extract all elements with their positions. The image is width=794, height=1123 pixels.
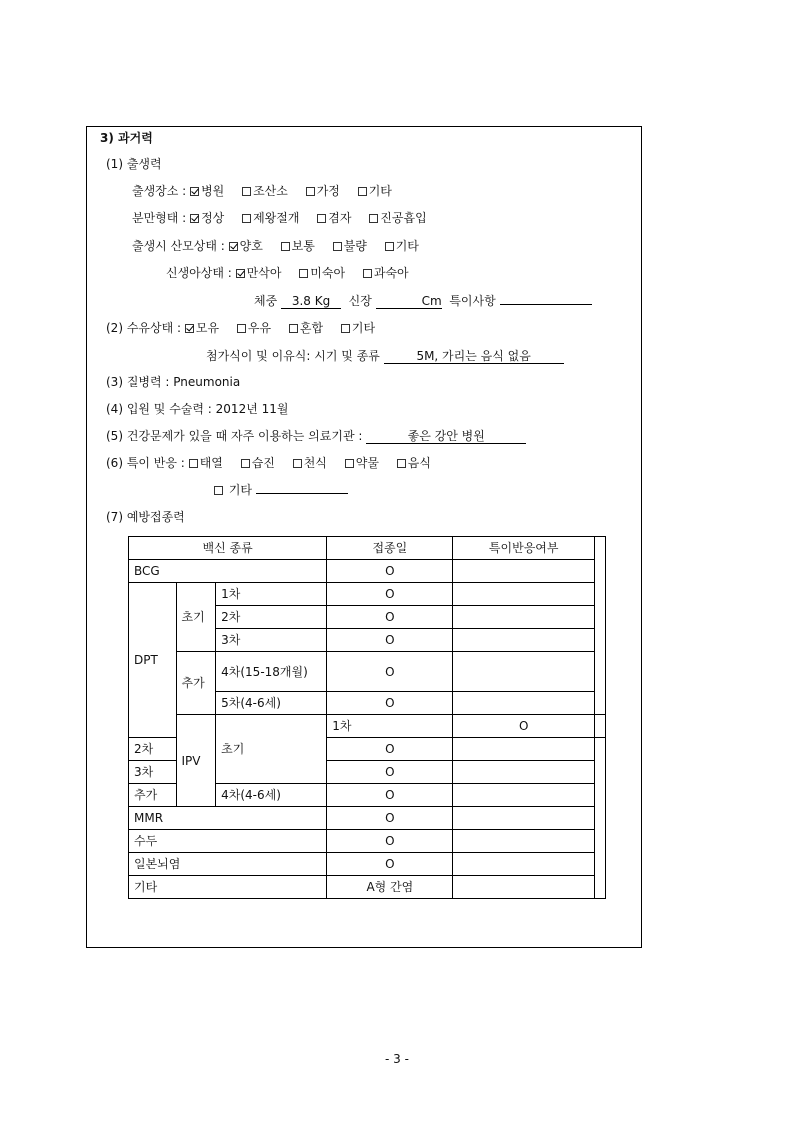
option-label: 병원 — [201, 184, 225, 198]
feeding-row — [106, 320, 389, 336]
admission-history: (4) 입원 및 수술력 : 2012년 11월 — [106, 402, 289, 416]
dose-label: 3차 — [216, 629, 327, 652]
option-label: 음식 — [407, 456, 431, 470]
checkbox[interactable] — [189, 459, 198, 468]
option-label: 천식 — [303, 456, 327, 470]
vaccine-date[interactable]: A형 간염 — [327, 876, 453, 899]
vaccine-reaction[interactable] — [453, 876, 595, 899]
table-row — [129, 853, 606, 876]
weight-value[interactable]: 3.8 Kg — [281, 294, 341, 309]
checkbox[interactable] — [241, 459, 250, 468]
vaccine-reaction[interactable] — [453, 692, 595, 715]
dose-group: 추가 — [129, 784, 177, 807]
vaccine-reaction[interactable] — [595, 715, 606, 738]
vaccine-name: 기타 — [129, 876, 327, 899]
header-reaction: 특이반응여부 — [453, 537, 595, 560]
option-label: 보통 — [291, 239, 315, 253]
checkbox[interactable] — [237, 324, 246, 333]
table-row — [129, 807, 606, 830]
vaccine-date[interactable]: O — [327, 606, 453, 629]
vaccine-date[interactable]: O — [327, 652, 453, 692]
checkbox[interactable] — [385, 242, 394, 251]
option-label: 양호 — [239, 239, 263, 253]
checkbox[interactable] — [299, 269, 308, 278]
page-number: - 3 - — [385, 1052, 409, 1066]
option-label: 기타 — [395, 239, 419, 253]
option-label: 약물 — [355, 456, 379, 470]
checkbox[interactable] — [242, 214, 251, 223]
option-label: 미숙아 — [310, 266, 346, 280]
checkbox[interactable] — [289, 324, 298, 333]
vaccine-name: DPT — [129, 583, 177, 738]
dose-label: 2차 — [216, 606, 327, 629]
vaccine-reaction[interactable] — [453, 629, 595, 652]
weaning-label: 첨가식이 및 이유식: 시기 및 종류 — [206, 349, 380, 363]
option-label: 태열 — [199, 456, 223, 470]
weaning-value[interactable]: 5M, 가리는 음식 없음 — [384, 349, 564, 364]
vaccine-date[interactable]: O — [453, 715, 595, 738]
checkbox[interactable] — [345, 459, 354, 468]
special-label: 특이사항 — [449, 294, 496, 308]
height-label: 신장 — [348, 294, 372, 308]
birth-heading: (1) 출생력 — [106, 157, 162, 171]
option-label: 가정 — [316, 184, 340, 198]
option-label: 과숙아 — [373, 266, 409, 280]
dose-group: 추가 — [176, 652, 216, 715]
reactions-other-value[interactable] — [256, 493, 348, 494]
dose-label: 1차 — [327, 715, 453, 738]
checkbox[interactable] — [341, 324, 350, 333]
vaccine-date[interactable]: O — [327, 853, 453, 876]
option-label: 제왕절개 — [253, 211, 300, 225]
checkbox[interactable] — [190, 187, 199, 196]
dose-label: 1차 — [216, 583, 327, 606]
dose-label: 5차(4-6세) — [216, 692, 327, 715]
option-label: 기타 — [351, 321, 376, 335]
dose-label: 2차 — [129, 738, 177, 761]
vaccine-reaction[interactable] — [453, 738, 595, 761]
vaccine-name: MMR — [129, 807, 327, 830]
vaccine-reaction[interactable] — [453, 583, 595, 606]
vaccine-reaction[interactable] — [453, 761, 595, 784]
option-label: 기타 — [368, 184, 392, 198]
disease-history: (3) 질병력 : Pneumonia — [106, 375, 241, 389]
reactions-other-label: 기타 — [228, 483, 253, 497]
checkbox[interactable] — [236, 269, 245, 278]
vaccine-date[interactable]: O — [327, 629, 453, 652]
table-row — [129, 830, 606, 853]
newborn-label: 신생아상태 : — [166, 266, 232, 280]
checkbox[interactable] — [281, 242, 290, 251]
checkbox[interactable] — [317, 214, 326, 223]
measurements-row — [254, 293, 592, 309]
vaccine-date[interactable]: O — [327, 692, 453, 715]
checkbox[interactable] — [397, 459, 406, 468]
birth-place-label: 출생장소 : — [132, 184, 187, 198]
vaccine-reaction[interactable] — [453, 830, 595, 853]
delivery-label: 분만형태 : — [132, 211, 187, 225]
dose-label: 3차 — [129, 761, 177, 784]
option-label: 불량 — [343, 239, 367, 253]
vaccine-date[interactable]: O — [327, 560, 453, 583]
institution-label: (5) 건강문제가 있을 때 자주 이용하는 의료기관 : — [106, 429, 363, 443]
table-header-row — [129, 537, 606, 560]
vaccine-date[interactable]: O — [327, 784, 453, 807]
reactions-row — [106, 455, 445, 471]
vaccine-reaction[interactable] — [453, 784, 595, 807]
vaccine-name: BCG — [129, 560, 327, 583]
option-label: 조산소 — [253, 184, 288, 198]
vaccine-date[interactable]: O — [327, 807, 453, 830]
height-value[interactable]: Cm — [376, 294, 442, 309]
dose-label: 4차(15-18개월) — [216, 652, 327, 692]
option-label: 겸자 — [328, 211, 352, 225]
weaning-row — [206, 348, 564, 364]
vaccine-reaction[interactable] — [453, 853, 595, 876]
header-vaccine: 백신 종류 — [129, 537, 327, 560]
option-label: 만삭아 — [246, 266, 282, 280]
checkbox[interactable] — [214, 486, 223, 495]
dose-group: 초기 — [176, 583, 216, 652]
reactions-label: (6) 특이 반응 : — [106, 456, 185, 470]
table-row — [129, 652, 606, 692]
reactions-other-row — [214, 482, 348, 498]
option-label: 정상 — [201, 211, 225, 225]
table-row — [129, 583, 606, 606]
checkbox[interactable] — [306, 187, 315, 196]
vaccine-date[interactable]: O — [327, 583, 453, 606]
special-value[interactable] — [500, 304, 592, 305]
vaccine-reaction[interactable] — [453, 606, 595, 629]
feeding-label: (2) 수유상태 : — [106, 321, 182, 335]
option-label: 우유 — [247, 321, 272, 335]
table-row — [129, 876, 606, 899]
maternal-label: 출생시 산모상태 : — [132, 239, 225, 253]
checkbox[interactable] — [190, 214, 199, 223]
delivery-row — [132, 210, 441, 226]
section-title: 3) 과거력 — [100, 131, 153, 145]
option-label: 혼합 — [299, 321, 324, 335]
checkbox[interactable] — [358, 187, 367, 196]
checkbox[interactable] — [185, 324, 194, 333]
vaccine-reaction[interactable] — [453, 560, 595, 583]
checkbox[interactable] — [293, 459, 302, 468]
table-row — [129, 560, 606, 583]
dose-label: 4차(4-6세) — [216, 784, 327, 807]
vaccination-heading: (7) 예방접종력 — [106, 510, 185, 524]
dose-group: 초기 — [216, 715, 327, 784]
option-label: 진공흡입 — [380, 211, 427, 225]
weight-label: 체중 — [254, 294, 278, 308]
institution-value[interactable]: 좋은 강안 병원 — [366, 429, 526, 444]
newborn-row — [166, 265, 423, 281]
table-row — [129, 715, 606, 738]
checkbox[interactable] — [369, 214, 378, 223]
vaccine-date[interactable]: O — [327, 761, 453, 784]
header-date: 접종일 — [327, 537, 453, 560]
maternal-row — [132, 238, 433, 254]
vaccine-name: IPV — [176, 715, 216, 807]
checkbox[interactable] — [333, 242, 342, 251]
checkbox[interactable] — [229, 242, 238, 251]
institution-row — [106, 428, 526, 444]
checkbox[interactable] — [242, 187, 251, 196]
option-label: 모유 — [195, 321, 220, 335]
checkbox[interactable] — [363, 269, 372, 278]
vaccine-date[interactable]: O — [327, 738, 453, 761]
vaccine-name: 수두 — [129, 830, 327, 853]
birth-place-row — [132, 183, 406, 199]
vaccine-date[interactable]: O — [327, 830, 453, 853]
vaccine-reaction[interactable] — [453, 807, 595, 830]
vaccination-table — [128, 536, 606, 899]
vaccine-reaction[interactable] — [453, 652, 595, 692]
vaccine-name: 일본뇌염 — [129, 853, 327, 876]
option-label: 습진 — [251, 456, 275, 470]
